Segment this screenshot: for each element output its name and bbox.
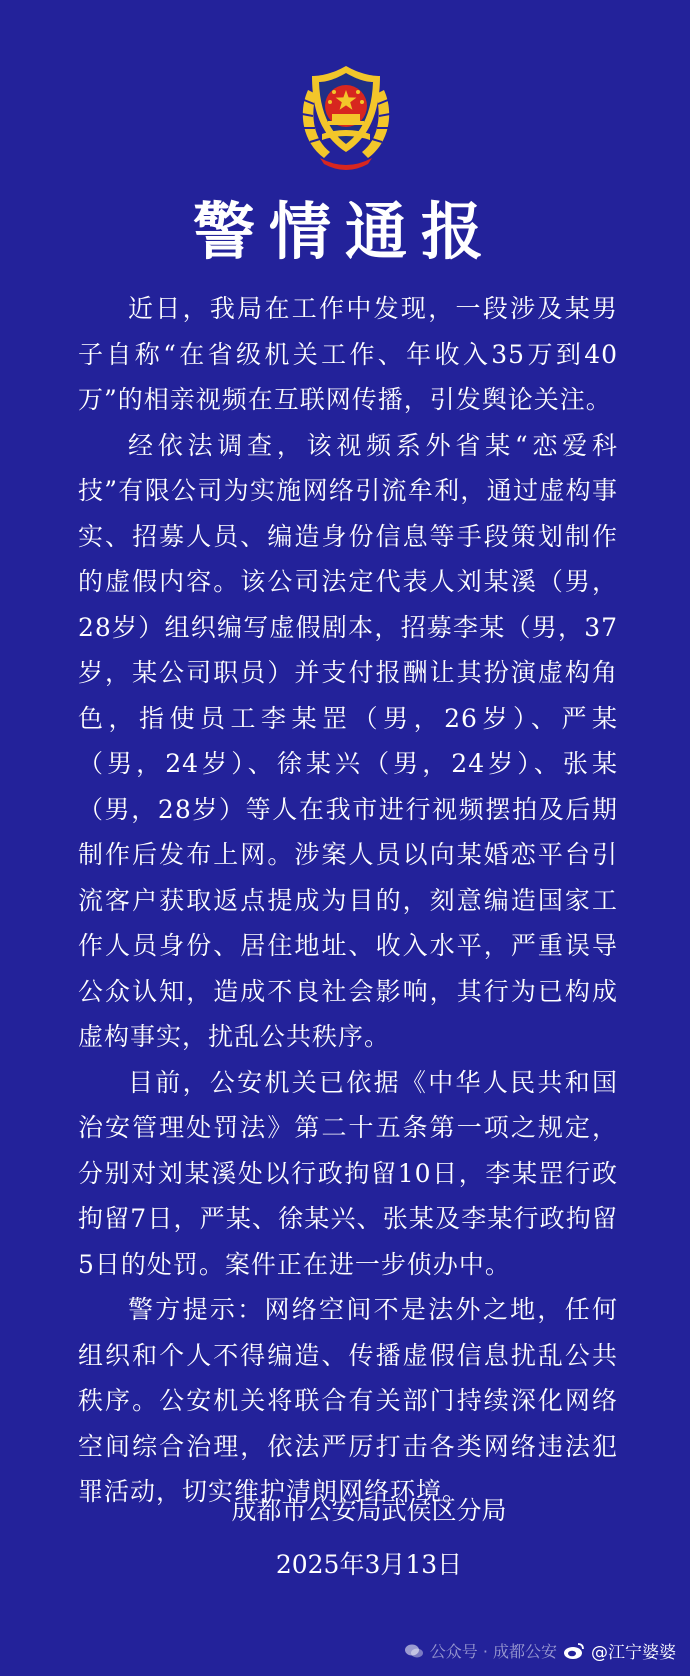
paragraph-3: 目前，公安机关已依据《中华人民共和国治安管理处罚法》第二十五条第一项之规定，分别对刘某溪处以行政拘留10日，李某罡行政拘留7日，严某、徐某兴、张某及李某行政拘留5日的处罚。案件正在进一步侦办中。 [78, 1067, 618, 1279]
signature-block [0, 1484, 690, 1592]
notice-title: 警情通报 [192, 195, 497, 268]
weibo-icon [563, 1642, 585, 1660]
police-emblem-icon [294, 60, 398, 172]
weibo-account[interactable]: @江宁婆婆 [591, 1643, 676, 1663]
issue-date: 2025年3月13日 [275, 1550, 463, 1579]
paragraph-2: 经依法调查，该视频系外省某“恋爱科技”有限公司为实施网络引流牟利，通过虚构事实、招募人员、编造身份信息等手段策划制作的虚假内容。该公司法定代表人刘某溪（男，28岁）组织编写虚假剧本，招募李某（男，37岁，某公司职员）并支付报酬让其扮演虚构角色，指使员工李某罡（男，26岁）、严某（男，24岁）、徐某兴（男，24岁）、张某（男，28岁）等人在我市进行视频摆拍及后期制作后发布上网。涉案人员以向某婚恋平台引流客户获取返点提成为目的，刻意编造国家工作人员身份、居住地址、收入水平，严重误导公众认知，造成不良社会影响，其行为已构成虚构事实，扰乱公共秩序。 [78, 430, 618, 1051]
paragraph-4: 警方提示：网络空间不是法外之地，任何组织和个人不得编造、传播虚假信息扰乱公共秩序。公安机关将联合有关部门持续深化网络空间综合治理，依法严厉打击各类网络违法犯罪活动，切实维护清朗网络环境。 [78, 1295, 618, 1506]
issuer-name: 成都市公安局武侯区分局 [231, 1496, 507, 1525]
wechat-watermark-text: 公众号 · 成都公安 [429, 1642, 557, 1661]
wechat-icon [404, 1643, 424, 1659]
watermark [404, 1638, 676, 1663]
notice-body [78, 286, 618, 1515]
paragraph-1: 近日，我局在工作中发现，一段涉及某男子自称“在省级机关工作、年收入35万到40万”的相亲视频在互联网传播，引发舆论关注。 [78, 294, 618, 414]
